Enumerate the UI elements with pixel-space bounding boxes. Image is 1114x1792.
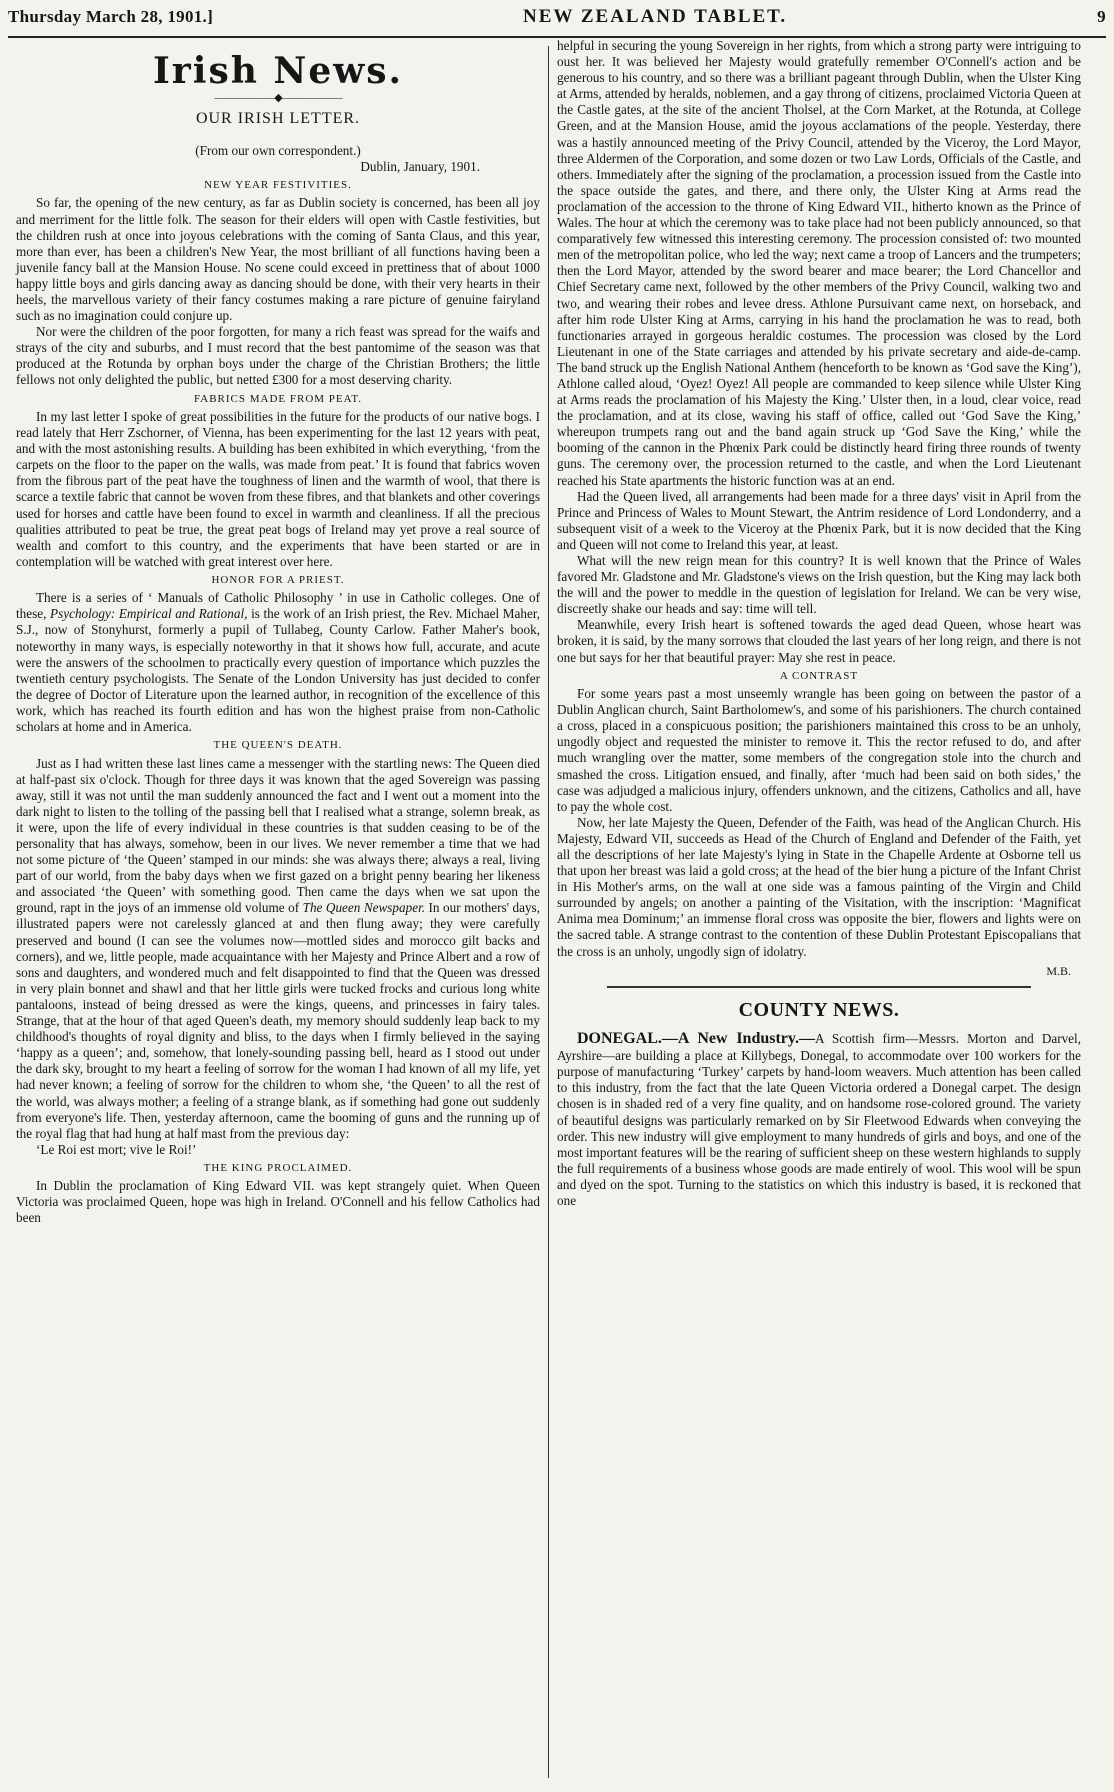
donegal-heading: DONEGAL.—A New Industry.— (577, 1029, 816, 1047)
masthead (8, 6, 1106, 38)
newspaper-title: NEW ZEALAND TABLET. (523, 6, 788, 27)
left-column (8, 38, 548, 1778)
quote-line: ‘Le Roi est mort; vive le Roi!’ (36, 1141, 197, 1157)
paragraph (557, 1029, 1081, 1209)
text-run: In our mothers' days, illustrated papers were not carelessly glanced at and then flung away; they were carefully preserved and bound (I can see the volumes now—mottled sides and morocco gilt backs and corners), and we, little people, made acquaintance with her Majesty and Prince Albert and a row of sons and daughters, and wondered much and felt disappointed to find that the Queen was dressed in very plain bonnet and shawl and that her little girls were tucked frocks and curious long white pantaloons, instead of being dressed as were the kings, queens, and princesses in fairy tales. Strange, that at the hour of that aged Queen's death, my memory should suddenly leap back to my childhood's thoughts of royal dignity and bliss, to the days when I firmly believed in the saying ‘happy as a queen’; and, somehow, that lonely-sounding passing bell, heard as I stood out under the dark sky, brought to my heart a feeling of sorrow for the woman I had known of all my life, yet had never known; a feeling of sorrow for the children to whom she, ‘the Queen’ to all the rest of the world, was always mother; a feeling of a strange blank, as if something had gone out suddenly from everyone's life. Then, yesterday afternoon, came the booming of guns and the running up of the royal flag that had hung at half mast from the previous day: (16, 900, 540, 1141)
text-run: Just as I had written these last lines came a messenger with the startling news: The Queen died at half-past six o'clock. Though for three days it was known that the aged Sovereign was passing away, still it was not until the man suddenly announced the fact and I went out a moment into the dark night to listen to the tolling of the passing bell that I realised what a strange, solemn break, as it were, upon the life of every individual in these countries is that sudden ceasing to be of the personality that has always, somehow, been in our lives. We never remember a time that we had not some picture of ‘the Queen’ stamped in our minds: she was always there; always a real, living part of our world, from the baby days when we first gazed on a bright penny bearing her likeness and associated ‘the Queen’ with something good. Then came the days when we sat upon the ground, rapt in the joys of an immense old volume of (16, 755, 540, 916)
byline: (From our own correspondent.) (195, 142, 361, 158)
paragraph: For some years past a most unseemly wrangle has been going on between the pastor of a Dublin Anglican church, Saint Bartholomew's, and some of his parishioners. The church contained a cross, placed in a conspicuous position; the parishioners maintained this cross to be an unholy, ungodly object and requested the minister to remove it. This the rector refused to do, and after much wrangling over the matter, some members of the congregation stole into the church and smashed the cross. Litigation ensued, and finally, after ‘much had been said on both sides,’ the case was adjudged a malicious injury, offenders unknown, and the citizens, Catholics and all, have to pay the whole cost. (557, 686, 1081, 814)
book-title: Psychology: Empirical and Rational, (50, 606, 248, 622)
text-run: A Scottish firm—Messrs. Morton and Darvel, Ayrshire—are building a place at Killybegs, Donegal, to accommodate over 100 workers for the purpose of manufacturing ‘Turkey’ carpets by hand-loom weavers. Much attention has been called to this industry, from the fact that the late Queen Victoria ordered a Donegal carpet. The design chosen is in shaded red of a very fine quality, and on handsome rose-colored ground. The variety of beautiful designs was particularly remarked on by Sir Fleetwood Edwards when conveying the order. This new industry will give employment to many hundreds of girls and boys, and one of the most important features will be the rearing of sufficient sheep on these western highlands to supply the full requirements of a business whose goods are made entirely of wool. This wool will be spun and dyed on the spot. Turning to the statistics on which this industry is based, it is reckoned that one (557, 1030, 1081, 1209)
county-news-title: COUNTY NEWS. (738, 999, 900, 1022)
paragraph: In my last letter I spoke of great possibilities in the future for the products of our native bogs. I read lately that Herr Zschorner, of Vienna, has been experimenting for the last 12 years with peat, and with the most astonishing results. A building has been exhibited in which everything, ‘from the carpets on the floor to the paper on the walls, was made from peat.’ It is found that fabrics woven from the fibrous part of the peat have the toughness of linen and the warmth of wool, that there is scarce a textile fabric that cannot be woven from these fibres, and that blankets and other coverings used for horses and cattle have been found to excel in warmth and cleanliness. If all the precious qualities attributed to peat be true, the great peat bogs of Ireland may yet prove a real source of wealth and comfort to this country, and the experiments that have been started or are in contemplation will be watched with great interest over here. (16, 408, 540, 569)
right-column (549, 38, 1089, 1778)
page-number: 9 (1097, 7, 1106, 26)
paragraph: So far, the opening of the new century, as far as Dublin society is concerned, has been all joy and merriment for the little folk. The season for their elders will open with Castle festivities, but the children rush at once into joyous celebrations with the coming of Santa Claus, and this year, more than ever, has been a children's New Year, the most brilliant of all functions having been a juvenile fancy ball at the Mansion House. No scene could exceed in prettiness that of about 1000 happy little boys and girls dancing away as dancing should be done, with their very hearts in their heels, the marvellous variety of their fancy costumes making a rare picture of genuine fairyland such as no imagination could conjure up. (16, 195, 540, 324)
paragraph: helpful in securing the young Sovereign in her rights, from which a strong party were intriguing to oust her. It was believed her Majesty would gratefully remember O'Connell's action and be generous to his country, and so there was a brilliant pageant through Dublin, when the Ulster King at Arms, attended by heralds, noblemen, and a gay throng of citizens, proclaimed Victoria Queen at the Castle gates, at the site of the ancient Tholsel, at the Corn Market, at the Rotunda, at College Green, and at the Mansion House, amid the joyous acclamations of the people. Yesterday, there was a hastily announced meeting of the Privy Council, attended by the Viceroy, the Lord Mayor, three Aldermen of the Corporation, and some dozen or two Law Lords, Officials of the Castle, and others. Immediately after the signing of the proclamation, a procession issued from the Castle into the space outside the gates, and there, and there only, the Ulster King at Arms read the proclamation of the accession to the throne of King Edward VII., hitherto known as the Prince of Wales. The hour at which the ceremony was to take place had not been publicly announced, so that comparatively few witnessed this interesting ceremony. The procession consisted of: two mounted men of the metropolitan police, who led the way; next came a troop of Lancers and the trumpeters; then the Lord Mayor, attended by the sword bearer and mace bearer; the Lord Chancellor and Chief Secretary came next, followed by the other members of the Privy Council, walking two and two, and wearing their robes and levee dress. Athlone Pursuivant came next, on horseback, and after him rode Ulster King at Arms, carrying in his hand the proclamation he was to read, both functionaries arrayed in gorgeous heraldic costumes. The procession was closed by the Lord Lieutenant in one of the State carriages and attended by his private secretary and aide-de-camp. The band struck up the English National Anthem (henceforth to be known as ‘God save the King’), Athlone called aloud, ‘Oyez! Oyez! All people are commanded to keep silence while Ulster King at Arms reads the proclamation of his Majesty the King.’ Ulster then, in a loud, clear voice, read the proclamation, and at its close, waving his staff of office, called out ‘God Save the King,’ whereupon trumpets rang out and the band again struck up ‘God Save the King,’ while the booming of the cannon in the Phœnix Park could be distinctly heard firing three rounds of twenty guns. The ceremony over, the procession returned to the castle, and when the Lord Lieutenant reached his State apartments the historic function was at an end. (557, 38, 1081, 488)
text-run: is the work of an Irish priest, the Rev. Michael Maher, S.J., now of Stonyhurst, formerly a pupil of Tullabeg, County Carlow. Father Maher's book, noteworthy in many ways, is especially noteworthy in that it shows how full, accurate, and acute were the answers of the schoolmen to practically every question of importance which puzzles the twentieth century psychologists. The Senate of the London University has just decided to confer the degree of Doctor of Literature upon the learned author, in recognition of the excellence of this work, which has reached its fourth edition and has won the highest praise from non-Catholic scholars at home and in America. (16, 606, 540, 735)
section-divider (607, 986, 1031, 988)
subheading-new-year: NEW YEAR FESTIVITIES. (204, 179, 352, 192)
newspaper-name: The Queen Newspaper. (302, 900, 426, 916)
subheading-contrast: A CONTRAST (779, 669, 859, 682)
article-columns (8, 38, 1106, 1778)
ornament-divider: ——————◆—————— (214, 91, 342, 104)
text-run: There is a series of ‘ Manuals of Catholic Philosophy ’ in use in Catholic colleges. One of these, (16, 590, 540, 622)
paragraph: Meanwhile, every Irish heart is softened towards the aged dead Queen, whose heart was broken, it is said, by the many sorrows that clouded the last years of her long reign, and there is not one but says for her that beautiful prayer: May she rest in peace. (557, 617, 1081, 665)
paragraph: Nor were the children of the poor forgotten, for many a rich feast was spread for the waifs and strays of the city and suburbs, and I must record that the best pantomime of the season was that produced at the Rotunda by orphan boys under the charge of the Christian Brothers; the little fellows not only delighted the public, but netted £300 for a most deserving charity. (16, 324, 540, 388)
paragraph (16, 590, 540, 735)
paragraph (16, 756, 540, 1142)
section-title: Irish News. (152, 50, 404, 92)
paragraph: Had the Queen lived, all arrangements had been made for a three days' visit in April from the Prince and Princess of Wales to Mount Stewart, the Antrim residence of Lord Londonderry, and a subsequent visit of a week to the Viceroy at the Phœnix Park, but it is now decided that the King and Queen will not come to Ireland this year, at least. (557, 488, 1081, 552)
author-signature: M.B. (1046, 963, 1071, 978)
issue-date: Thursday March 28, 1901.] (8, 7, 214, 26)
subheading-fabrics: FABRICS MADE FROM PEAT. (193, 392, 363, 405)
subheading-king-proclaimed: THE KING PROCLAIMED. (203, 1161, 353, 1174)
letter-title: OUR IRISH LETTER. (195, 110, 361, 128)
subheading-queens-death: THE QUEEN'S DEATH. (213, 739, 343, 752)
dateline: Dublin, January, 1901. (360, 158, 480, 174)
subheading-honor: HONOR FOR A PRIEST. (211, 573, 345, 586)
paragraph: Now, her late Majesty the Queen, Defender of the Faith, was head of the Anglican Church. His Majesty, Edward VII, succeeds as Head of the Church of England and Defender of the Faith, yet all the descriptions of her late Majesty's lying in State in the Chapelle Ardente at Osborne tell us that upon her breast was laid a gold cross; at the head of the bier hung a picture of the Infant Christ in His Mother's arms, on the wall at one side was a famous painting of the Virgin and Child surrounded by angels; on another a painting of the Visitation, with the inscription: ‘Magnificat Anima mea Dominum;’ an immense floral cross was opposite the bier, flowers and lights were on the sacred table. A strange contrast to the contention of these Dublin Protestant Episcopalians that the cross is an unholy, ungodly sign of idolatry. (557, 814, 1081, 959)
paragraph: In Dublin the proclamation of King Edward VII. was kept strangely quiet. When Queen Victoria was proclaimed Queen, hope was high in Ireland. O'Connell and his fellow Catholics had been (16, 1178, 540, 1226)
paragraph: What will the new reign mean for this country? It is well known that the Prince of Wales favored Mr. Gladstone and Mr. Gladstone's views on the Irish question, but the King may lack both the will and the power to meddle in the question of legislation for Ireland. We can be very wise, discreetly shake our heads and say: time will tell. (557, 553, 1081, 617)
